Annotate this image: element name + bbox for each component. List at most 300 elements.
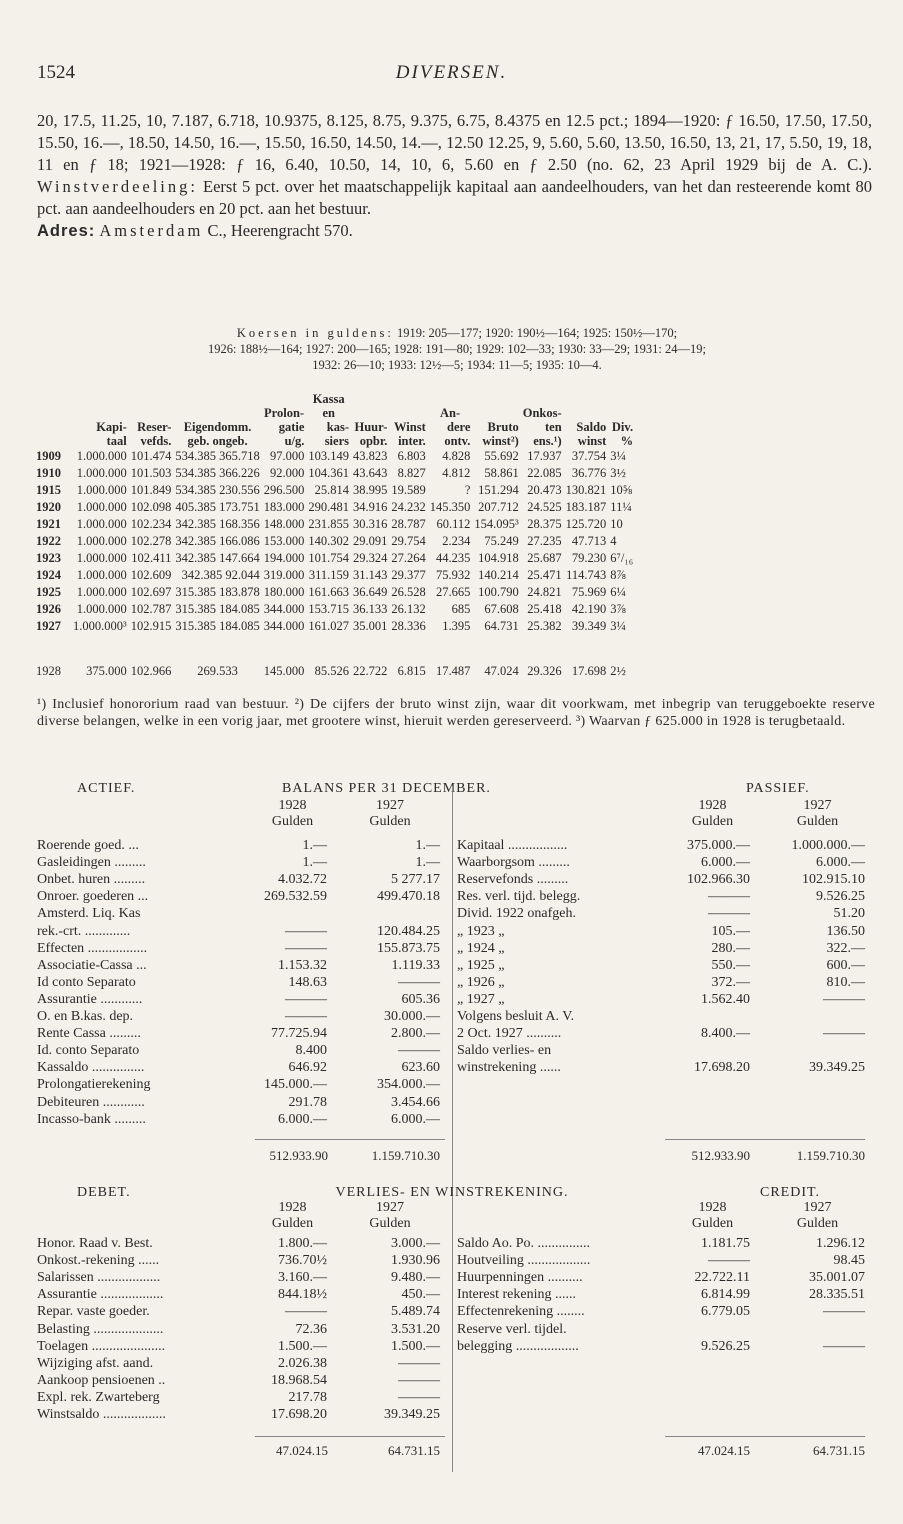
debet-value-1928: 72.36 (295, 1321, 327, 1337)
table-header-cell: Saldo (576, 420, 607, 434)
table-cell: 28.787 (391, 517, 426, 531)
actief-row (37, 872, 442, 888)
passief-value-1928: 8.400.— (701, 1026, 750, 1042)
table-row (34, 584, 635, 601)
table-cell: 1924 (36, 568, 61, 582)
debet-unit-2: Gulden (369, 1216, 411, 1231)
actief-value-1927: 354.000.— (377, 1077, 440, 1093)
table-cell: 180.000 (263, 585, 305, 599)
actief-value-1927: 5 277.17 (391, 872, 440, 888)
results-table (34, 392, 635, 680)
credit-label: Effectenrekening ........ (457, 1304, 585, 1320)
table-header-cell: Bruto (487, 420, 519, 434)
passief-value-1928: 102.966.30 (687, 872, 750, 888)
table-row (34, 550, 635, 567)
passief-label: „ 1925 „ (457, 957, 505, 973)
table-cell: 44.235 (436, 551, 471, 565)
credit-value-1928: ——— (708, 1253, 750, 1269)
table-cell: 60.112 (436, 517, 471, 531)
actief-row (37, 958, 442, 974)
credit-label: Interest rekening ...... (457, 1287, 576, 1303)
actief-value-1928: 77.725.94 (271, 1026, 327, 1042)
koersen-line1: 1919: 205—177; 1920: 190½—164; 1925: 150½—170; (396, 326, 678, 340)
table-row (34, 516, 635, 533)
table-cell: 25.471 (527, 568, 562, 582)
credit-row (457, 1270, 867, 1286)
passief-label: „ 1927 „ (457, 991, 505, 1007)
table-header-cell: Onkos- (522, 406, 562, 420)
passief-label: Res. verl. tijd. belegg. (457, 889, 581, 905)
table-header-cell: taal (106, 434, 127, 448)
table-cell: 2.234 (442, 534, 471, 548)
actief-value-1927: 6.000.— (391, 1111, 440, 1127)
debet-total-1928: 47.024.15 (276, 1443, 328, 1458)
table-cell: 1.000.000 (76, 466, 127, 480)
credit-value-1927: 1.296.12 (816, 1236, 865, 1251)
debet-value-1928: ——— (285, 1304, 327, 1320)
footnotes (37, 697, 875, 730)
table-cell: 6¼ (610, 585, 626, 599)
actief-value-1928: 8.400 (295, 1043, 327, 1059)
table-cell: 28.336 (391, 619, 426, 633)
passief-value-1927: 51.20 (833, 906, 865, 922)
passief-value-1927: 322.— (826, 940, 865, 956)
actief-value-1927: 623.60 (401, 1060, 440, 1076)
table-cell: 43.823 (353, 449, 388, 463)
debet-label: Assurantie .................. (37, 1287, 164, 1303)
table-cell: 375.000 (86, 664, 127, 678)
table-header-cell: geb. ongeb. (187, 434, 248, 448)
table-cell: 101.754 (308, 551, 349, 565)
debet-row (37, 1253, 442, 1269)
table-header-row (34, 434, 635, 448)
table-cell: 28.375 (527, 517, 562, 531)
debet-value-1927: ——— (398, 1389, 440, 1405)
table-cell: 25.418 (527, 602, 562, 616)
passief-value-1928: 372.— (711, 974, 750, 990)
actief-value-1928: ——— (285, 923, 327, 939)
table-cell: 36.133 (353, 602, 388, 616)
debet-value-1927: 3.000.— (391, 1236, 440, 1251)
credit-row (457, 1322, 867, 1338)
actief-label: Gasleidingen ......... (37, 855, 146, 871)
actief-value-1927: 1.— (415, 855, 440, 871)
passief-row (457, 872, 867, 888)
table-row (34, 499, 635, 516)
credit-unit-2: Gulden (796, 1216, 839, 1231)
actief-value-1927: 3.454.66 (391, 1094, 440, 1110)
passief-value-1927: ——— (823, 991, 865, 1007)
table-header-cell (608, 406, 635, 420)
table-cell: 24.821 (527, 585, 562, 599)
actief-label: Prolongatierekening (37, 1077, 151, 1093)
table-cell: 101.503 (130, 466, 172, 480)
table-header-cell: siers (324, 434, 349, 448)
running-title: DIVERSEN. (395, 62, 508, 83)
table-cell: 25.382 (527, 619, 562, 633)
debet-value-1928: 3.160.— (278, 1270, 327, 1286)
credit-value-1928: 6.779.05 (701, 1304, 750, 1320)
passief-value-1928: 6.000.— (701, 855, 750, 871)
actief-label: Id. conto Separato (37, 1043, 140, 1059)
table-cell: 2½ (610, 664, 626, 678)
table-cell: 114.743 (566, 568, 607, 582)
table-cell: 29.324 (353, 551, 388, 565)
passief-row (457, 1043, 867, 1059)
passief-value-1927: 810.— (826, 974, 865, 990)
passief-row (457, 1009, 867, 1025)
credit-value-1927: 98.45 (833, 1253, 865, 1269)
actief-row (37, 889, 442, 905)
table-cell: 1.395 (442, 619, 471, 633)
table-cell: 102.278 (130, 534, 172, 548)
passief-row (457, 941, 867, 957)
table-cell: 25.687 (527, 551, 562, 565)
credit-value-1927: ——— (823, 1304, 865, 1320)
table-cell: 3½ (610, 466, 626, 480)
actief-value-1927: 2.800.— (391, 1026, 440, 1042)
actief-label: Associatie-Cassa ... (37, 957, 147, 973)
passief-label: Kapitaal ................. (457, 838, 568, 853)
table-header-cell: winst²) (482, 434, 519, 448)
credit-value-1928: 22.722.11 (694, 1270, 750, 1286)
table-cell: 140.302 (308, 534, 349, 548)
passief-row (457, 958, 867, 974)
credit-total-rule (665, 1436, 865, 1437)
table-cell: 183.000 (263, 500, 305, 514)
table-header-cell (564, 406, 609, 420)
passief-value-1928: 1.562.40 (701, 991, 750, 1007)
actief-value-1928: 145.000.— (264, 1077, 327, 1093)
credit-value-1927: 28.335.51 (809, 1287, 865, 1303)
passief-value-1928: ——— (708, 889, 750, 905)
passief-total-rule (665, 1139, 865, 1140)
table-header-cell: Kapi- (96, 420, 127, 434)
table-cell: 10⅝ (610, 483, 633, 497)
debet-value-1927: 5.489.74 (391, 1304, 440, 1320)
table-cell: 1.000.000 (76, 483, 127, 497)
table-cell: 315.385 183.878 (175, 585, 260, 599)
actief-row (37, 941, 442, 957)
table-header-cell: Kassa (312, 392, 345, 406)
table-cell: 1922 (36, 534, 61, 548)
table-cell: 30.316 (353, 517, 388, 531)
table-spacer (34, 635, 635, 663)
table-cell: 29.091 (353, 534, 388, 548)
table-cell: 29.754 (391, 534, 426, 548)
table-cell: 1923 (36, 551, 61, 565)
table-header-cell (34, 392, 71, 406)
adres-label: Adres: (37, 222, 96, 240)
debet-total-rule (255, 1436, 445, 1437)
table-cell: 102.787 (130, 602, 172, 616)
table-cell: 11¼ (610, 500, 632, 514)
table-spacer-row (34, 635, 635, 663)
table-cell: 17.937 (527, 449, 562, 463)
passief-row (457, 924, 867, 940)
table-cell: 103.149 (308, 449, 349, 463)
actief-year-1927: 1927 (376, 798, 404, 813)
table-cell: 1.000.000 (76, 534, 127, 548)
actief-unit-1: Gulden (271, 814, 314, 829)
actief-row (37, 1043, 442, 1059)
debet-row (37, 1270, 442, 1286)
table-row (34, 601, 635, 618)
table-cell: 97.000 (270, 449, 305, 463)
table-header-cell (129, 392, 174, 406)
table-row (34, 465, 635, 482)
passief-row (457, 855, 867, 871)
table-cell: 1909 (36, 449, 61, 463)
debet-label: Onkost.-rekening ...... (37, 1253, 160, 1269)
table-header-cell: ten (544, 420, 562, 434)
page-number: 1524 (37, 62, 75, 83)
credit-value-1927: 35.001.07 (809, 1270, 865, 1286)
table-row (34, 533, 635, 550)
passief-row (457, 992, 867, 1008)
table-cell: 92.000 (270, 466, 305, 480)
table-cell: 22.085 (527, 466, 562, 480)
actief-label: Rente Cassa ......... (37, 1026, 141, 1042)
table-cell: 4 (610, 534, 617, 548)
table-cell: 85.526 (314, 664, 349, 678)
table-cell: 534.385 365.718 (175, 449, 260, 463)
actief-unit-2: Gulden (369, 814, 411, 829)
table-cell: 24.232 (391, 500, 426, 514)
actief-value-1928: 291.78 (288, 1094, 327, 1110)
table-cell: 101.474 (130, 449, 172, 463)
actief-value-1928: 148.63 (288, 974, 327, 990)
actief-row (37, 975, 442, 991)
table-header-cell: en (322, 406, 335, 420)
table-cell: 296.500 (263, 483, 305, 497)
credit-label: Saldo Ao. Po. ............... (457, 1236, 591, 1251)
table-cell: 27.264 (391, 551, 426, 565)
table-cell: 67.608 (484, 602, 519, 616)
table-cell: 27.665 (436, 585, 471, 599)
table-cell: 183.187 (565, 500, 607, 514)
debet-value-1927: 1.500.— (391, 1338, 440, 1354)
table-cell: 36.776 (571, 466, 607, 480)
table-cell: 47.024 (484, 664, 519, 678)
table-cell: 29.326 (527, 664, 562, 678)
table-cell: 161.663 (308, 585, 349, 599)
table-cell: 685 (451, 602, 471, 616)
table-cell: 153.000 (263, 534, 305, 548)
debet-value-1928: 18.968.54 (271, 1372, 327, 1388)
table-header-cell (521, 392, 564, 406)
passief-row (457, 889, 867, 905)
actief-value-1927: 155.873.75 (377, 940, 440, 956)
table-cell: 1927 (36, 619, 61, 633)
credit-value-1928: 6.814.99 (701, 1287, 750, 1303)
table-cell: 344.000 (263, 602, 305, 616)
passief-label: Reservefonds ......... (457, 872, 569, 888)
footnotes-text: ¹) Inclusief honororium raad van bestuur. ²) De cijfers der bruto winst zijn, waar dit voorkwam, met inbegrip van teruggeboekte reserve diverse belangen, welke in een vorig jaar, met grootere winst, hieruit werden gereserveerd. ³) Waarvan ƒ 625.000 in 1928 is terugbetaald. (37, 697, 875, 729)
table-cell: 1.000.000 (76, 500, 127, 514)
table-header-cell (34, 420, 71, 434)
table-cell: 4.812 (442, 466, 471, 480)
table-cell: 148.000 (263, 517, 305, 531)
debet-total-1927: 64.731.15 (388, 1443, 440, 1458)
actief-row (37, 924, 442, 940)
debet-value-1928: 17.698.20 (271, 1407, 327, 1422)
table-row (34, 618, 635, 635)
table-cell: 102.411 (131, 551, 172, 565)
actief-total-1927: 1.159.710.30 (371, 1148, 440, 1163)
table-cell: 27.235 (527, 534, 562, 548)
passief-unit-1: Gulden (691, 814, 734, 829)
passief-value-1928: 375.000.— (687, 838, 750, 853)
debet-value-1927: 3.531.20 (391, 1321, 440, 1337)
actief-value-1928: 646.92 (288, 1060, 327, 1076)
table-cell: 31.143 (353, 568, 388, 582)
dividend-history: 20, 17.5, 11.25, 10, 7.187, 6.718, 10.9375, 8.125, 8.75, 9.375, 6.75, 8.4375 en 12.5 pct.; 1894—1920: ƒ 16.50, 17.50, 17.50, 15.50, 16.—, 18.50, 14.50, 16.—, 15.50, 16.50, 14.50, 14.—, 12.50 12.25, 9, 5.60, 5.60, 13.50, 16.50, 13, 21, 17, 5.50, 19, 18, 11 en ƒ 18; 1921—1928: ƒ 16, 6.40, 10.50, 14, 10, 6, 5.60 en ƒ 2.50 (no. 62, 23 April 1929 bij de A. C.). (37, 111, 872, 174)
passief-total-1927: 1.159.710.30 (796, 1148, 865, 1163)
table-row (34, 448, 635, 465)
debet-row (37, 1407, 442, 1423)
actief-label: Assurantie ............ (37, 991, 143, 1007)
table-cell: 1920 (36, 500, 61, 514)
table-header-cell: Prolon- (264, 406, 305, 420)
debet-row (37, 1236, 442, 1252)
debet-row (37, 1339, 442, 1355)
table-cell: 19.589 (391, 483, 426, 497)
table-cell: 26.528 (391, 585, 426, 599)
debet-label: Winstsaldo .................. (37, 1407, 166, 1422)
table-header-cell (351, 406, 389, 420)
table-header-cell (34, 434, 71, 448)
table-row (34, 567, 635, 584)
passief-label: Divid. 1922 onafgeh. (457, 906, 576, 922)
table-header-cell (71, 406, 129, 420)
table-cell: 102.915 (130, 619, 172, 633)
table-cell: 75.932 (436, 568, 471, 582)
credit-value-1928: 9.526.25 (701, 1338, 750, 1354)
winstverdeeling-text: Eerst 5 pct. over het maatschappelijk kapitaal aan aandeelhouders, van het dan resteerende komt 80 pct. aan aandeelhouders en 20 pct. aan het bestuur. (37, 177, 872, 218)
table-header-cell (564, 392, 609, 406)
debet-value-1928: 1.500.— (278, 1338, 327, 1354)
table-cell: 140.214 (478, 568, 519, 582)
actief-value-1928: 1.— (302, 855, 327, 871)
actief-value-1927: 120.484.25 (377, 923, 440, 939)
table-cell: 1.000.000 (76, 449, 127, 463)
debet-value-1928: 736.70½ (278, 1253, 327, 1269)
table-cell: 24.525 (527, 500, 562, 514)
table-cell: 151.294 (478, 483, 519, 497)
passief-value-1927: 9.526.25 (816, 889, 865, 905)
table-header-cell: An- (439, 406, 461, 420)
table-cell: 315.385 184.085 (175, 602, 260, 616)
table-cell: 22.722 (353, 664, 388, 678)
actief-value-1927: 1.119.33 (391, 957, 440, 973)
table-cell: 342.385 92.044 (181, 568, 260, 582)
credit-value-1927: ——— (823, 1338, 865, 1354)
table-cell: 315.385 184.085 (175, 619, 260, 633)
debet-label: Salarissen .................. (37, 1270, 161, 1286)
table-cell: 311.159 (308, 568, 349, 582)
table-header-row (34, 420, 635, 434)
actief-value-1928: 269.532.59 (264, 889, 327, 905)
table-cell: 17.487 (436, 664, 471, 678)
passief-value-1928: ——— (708, 906, 750, 922)
table-header-cell: Reser- (137, 420, 172, 434)
table-cell: 231.855 (308, 517, 349, 531)
table-cell: 29.377 (391, 568, 426, 582)
koersen (37, 325, 877, 373)
table-cell: 534.385 366.226 (175, 466, 260, 480)
debet-value-1927: 9.480.— (391, 1270, 440, 1286)
table-cell: 145.000 (263, 664, 305, 678)
actief-row (37, 838, 442, 854)
passief-row (457, 906, 867, 922)
actief-value-1927: ——— (398, 974, 440, 990)
actief-value-1928: 1.— (302, 838, 327, 853)
table-header-cell (173, 406, 261, 420)
table-header-cell: % (620, 434, 634, 448)
actief-value-1928: ——— (285, 991, 327, 1007)
table-cell: 290.481 (308, 500, 349, 514)
table-cell: 36.649 (353, 585, 388, 599)
debet-year-1928: 1928 (278, 1200, 307, 1215)
actief-label: Effecten ................. (37, 940, 148, 956)
intro-text (37, 110, 872, 242)
table-cell: 34.916 (353, 500, 388, 514)
actief-total-rule (255, 1139, 445, 1140)
actief-label: Amsterd. Liq. Kas (37, 906, 141, 922)
table-cell: 102.697 (130, 585, 172, 599)
table-cell: 6.815 (397, 664, 426, 678)
table-cell: 1.000.000 (76, 585, 127, 599)
table-cell: 47.713 (571, 534, 607, 548)
credit-label: Huurpenningen .......... (457, 1270, 583, 1286)
actief-value-1927: 499.470.18 (377, 889, 440, 905)
actief-title: ACTIEF. (77, 781, 136, 796)
table-header-row (34, 392, 635, 406)
credit-row (457, 1236, 867, 1252)
debet-value-1927: 39.349.25 (384, 1407, 440, 1422)
table-cell: 342.385 147.664 (175, 551, 260, 565)
table-cell: 125.720 (565, 517, 607, 531)
actief-label: Debiteuren ............ (37, 1094, 145, 1110)
credit-label: Houtveiling .................. (457, 1253, 591, 1269)
passief-value-1927: 136.50 (826, 923, 865, 939)
passief-row (457, 1060, 867, 1076)
credit-year-1928: 1928 (698, 1200, 727, 1215)
passief-value-1927: 1.000.000.— (791, 838, 865, 853)
actief-label: Onroer. goederen ... (37, 889, 149, 905)
table-cell: 319.000 (263, 568, 305, 582)
debet-value-1928: 844.18½ (278, 1287, 327, 1303)
table-cell: 20.473 (527, 483, 562, 497)
table-row (34, 482, 635, 499)
table-cell: 405.385 173.751 (175, 500, 260, 514)
passief-row (457, 975, 867, 991)
table-header-cell: Eigendomm. (183, 420, 252, 434)
debet-label: Belasting .................... (37, 1321, 164, 1337)
passief-row (457, 1026, 867, 1042)
credit-value-1928: 1.181.75 (701, 1236, 750, 1251)
credit-unit-1: Gulden (691, 1216, 734, 1231)
credit-row (457, 1253, 867, 1269)
table-cell: 104.918 (478, 551, 519, 565)
table-cell: 102.966 (130, 664, 172, 678)
table-header-cell (34, 406, 71, 420)
table-header-cell: kas- (326, 420, 349, 434)
passief-row (457, 838, 867, 854)
table-cell: 42.190 (571, 602, 607, 616)
table-cell: 130.821 (565, 483, 607, 497)
